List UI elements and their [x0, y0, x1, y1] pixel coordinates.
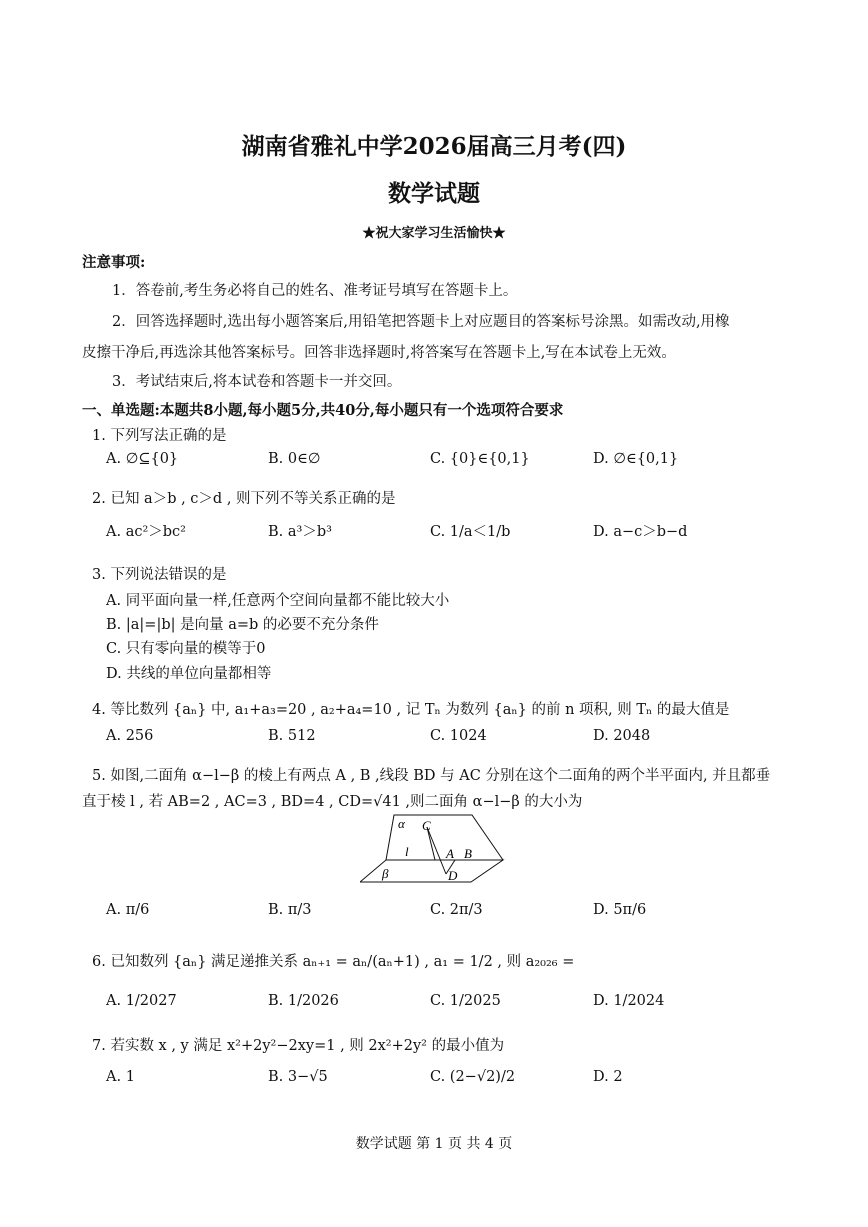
- question-7-option-b: B. 3−√5: [268, 1069, 328, 1085]
- question-2-option-c: C. 1/a＜1/b: [430, 524, 511, 540]
- label-C: C: [422, 818, 431, 833]
- question-7-option-a: A. 1: [106, 1069, 135, 1085]
- notice-item-2-cont: 皮擦干净后,再选涂其他答案标号。回答非选择题时,将答案写在答题卡上,写在本试卷上无效。: [82, 345, 676, 361]
- question-4-option-b: B. 512: [268, 728, 316, 744]
- label-B: B: [464, 846, 472, 861]
- label-beta: β: [382, 866, 389, 881]
- question-1-option-a: A. ∅⊆{0}: [106, 451, 179, 467]
- page-subtitle: 数学试题: [388, 180, 480, 207]
- question-2-option-a: A. ac²＞bc²: [106, 524, 186, 540]
- question-5-stem-line-1: 5. 如图,二面角 α−l−β 的棱上有两点 A , B ,线段 BD 与 AC 分别在这个二面角的两个半平面内, 并且都垂: [92, 768, 771, 784]
- label-alpha: α: [398, 816, 405, 831]
- question-2-option-d: D. a−c＞b−d: [593, 524, 688, 540]
- question-5-option-a: A. π/6: [106, 902, 150, 918]
- notice-item-3: 3．考试结束后,将本试卷和答题卡一并交回。: [112, 374, 402, 390]
- notice-item-1: 1．答卷前,考生务必将自己的姓名、准考证号填写在答题卡上。: [112, 283, 518, 299]
- segment-CD: [427, 827, 446, 874]
- question-1-option-b: B. 0∈∅: [268, 451, 321, 467]
- question-3-option-b: B. |a|=|b| 是向量 a=b 的必要不充分条件: [106, 617, 379, 633]
- question-5-option-c: C. 2π/3: [430, 902, 483, 918]
- question-3-option-d: D. 共线的单位向量都相等: [106, 666, 272, 682]
- question-6-option-c: C. 1/2025: [430, 993, 501, 1009]
- notice-heading: 注意事项:: [82, 254, 146, 271]
- question-6-option-a: A. 1/2027: [106, 993, 177, 1009]
- question-3-option-a: A. 同平面向量一样,任意两个空间向量都不能比较大小: [106, 593, 450, 609]
- notice-item-2: 2．回答选择题时,选出每小题答案后,用铅笔把答题卡上对应题目的答案标号涂黑。如需改动,用橡: [112, 314, 730, 330]
- question-3-option-c: C. 只有零向量的模等于0: [106, 641, 266, 657]
- question-1-stem: 1. 下列写法正确的是: [92, 428, 227, 444]
- dihedral-angle-figure: [360, 812, 510, 884]
- page-title: 湖南省雅礼中学2026届高三月考(四): [241, 133, 627, 160]
- question-7-option-d: D. 2: [593, 1069, 623, 1085]
- question-4-option-a: A. 256: [106, 728, 154, 744]
- question-6-option-b: B. 1/2026: [268, 993, 339, 1009]
- question-5-stem-line-2: 直于棱 l , 若 AB=2 , AC=3 , BD=4 , CD=√41 ,则二面角 α−l−β 的大小为: [82, 794, 583, 810]
- question-2-option-b: B. a³＞b³: [268, 524, 332, 540]
- question-6-option-d: D. 1/2024: [593, 993, 665, 1009]
- question-5-option-b: B. π/3: [268, 902, 312, 918]
- question-4-option-c: C. 1024: [430, 728, 487, 744]
- label-A: A: [446, 846, 454, 861]
- question-6-stem: 6. 已知数列 {aₙ} 满足递推关系 aₙ₊₁ = aₙ/(aₙ+1) , a₁ = 1/2 , 则 a₂₀₂₆ =: [92, 954, 575, 970]
- question-4-stem: 4. 等比数列 {aₙ} 中, a₁+a₃=20 , a₂+a₄=10 , 记 Tₙ 为数列 {aₙ} 的前 n 项积, 则 Tₙ 的最大值是: [92, 702, 730, 718]
- question-2-stem: 2. 已知 a＞b , c＞d , 则下列不等关系正确的是: [92, 491, 396, 507]
- question-3-stem: 3. 下列说法错误的是: [92, 567, 227, 583]
- question-4-option-d: D. 2048: [593, 728, 651, 744]
- question-7-stem: 7. 若实数 x , y 满足 x²+2y²−2xy=1 , 则 2x²+2y² 的最小值为: [92, 1038, 505, 1054]
- section-heading: 一、单选题:本题共8小题,每小题5分,共40分,每小题只有一个选项符合要求: [82, 402, 564, 419]
- question-1-option-d: D. ∅∈{0,1}: [593, 451, 679, 467]
- question-1-option-c: C. {0}∈{0,1}: [430, 451, 530, 467]
- page-footer: 数学试题 第 1 页 共 4 页: [355, 1136, 513, 1152]
- question-7-option-c: C. (2−√2)/2: [430, 1069, 516, 1085]
- label-l: l: [405, 844, 409, 859]
- question-5-option-d: D. 5π/6: [593, 902, 647, 918]
- motto: ★祝大家学习生活愉快★: [362, 226, 506, 241]
- label-D: D: [448, 868, 458, 883]
